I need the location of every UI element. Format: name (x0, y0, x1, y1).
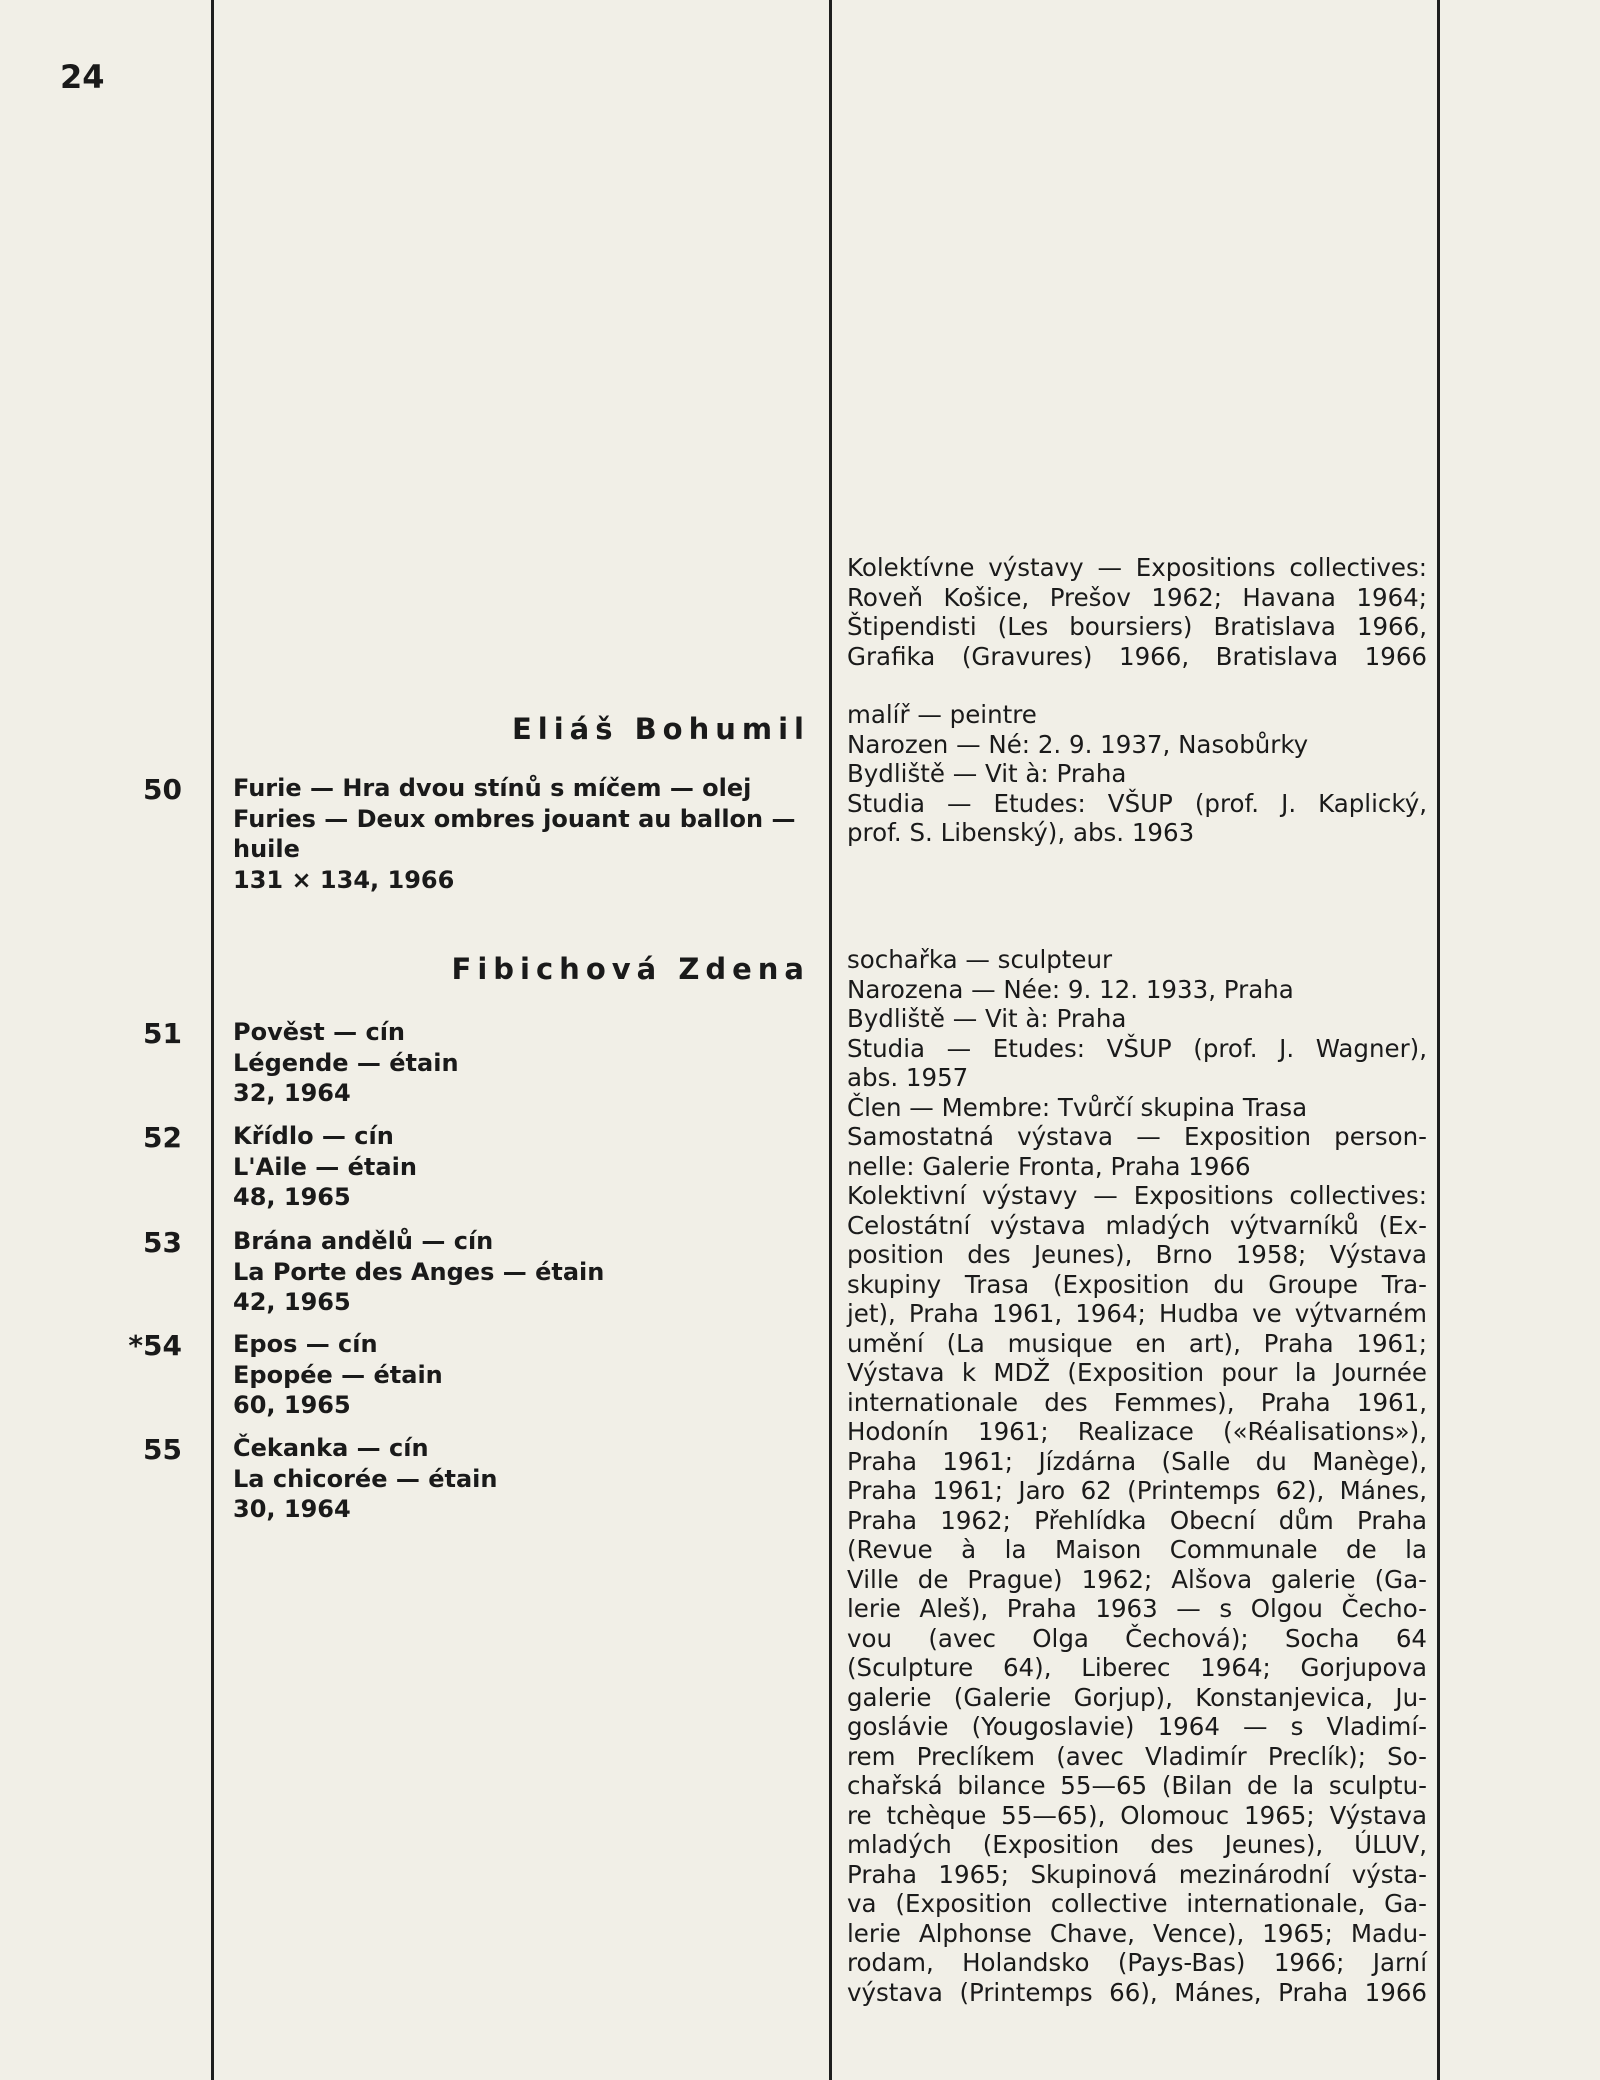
artist-bio-elias (847, 700, 1427, 848)
entry-line: huile (233, 835, 300, 863)
bio-line: sochařka — sculpteur (847, 945, 1113, 974)
column-rule-right (1437, 0, 1440, 2080)
bio-line: position des Jeunes), Brno 1958; Výstava (847, 1240, 1427, 1269)
entry-line: 42, 1965 (233, 1288, 351, 1316)
bio-line: Studia — Etudes: VŠUP (prof. J. Kaplický, (847, 788, 1427, 818)
entry-number: 55 (143, 1433, 182, 1466)
bio-line: goslávie (Yougoslavie) 1964 — s Vladimí- (847, 1712, 1427, 1741)
entry-line: 32, 1964 (233, 1079, 351, 1107)
bio-line: nelle: Galerie Fronta, Praha 1966 (847, 1151, 1251, 1181)
bio-line: jet), Praha 1961, 1964; Hudba ve výtvarném (847, 1299, 1427, 1328)
bio-line: chařská bilance 55—65 (Bilan de la sculptu- (847, 1771, 1427, 1800)
bio-line: Člen — Membre: Tvůrčí skupina Trasa (847, 1092, 1308, 1122)
entry-line: Křídlo — cín (233, 1122, 394, 1150)
entry-number: *54 (128, 1329, 182, 1362)
bio-line: Celostátní výstava mladých výtvarníků (Ex- (847, 1210, 1427, 1240)
entry-line: 131 × 134, 1966 (233, 865, 455, 894)
bio-line: malíř — peintre (847, 700, 1037, 729)
entry-number: 51 (143, 1017, 182, 1050)
bio-line: Praha 1962; Přehlídka Obecní dům Praha (847, 1505, 1427, 1535)
bio-line: va (Exposition collective internationale, Ga- (847, 1889, 1427, 1918)
entry-line: Epopée — étain (233, 1360, 443, 1389)
bio-line: Ville de Prague) 1962; Alšova galerie (Ga- (847, 1564, 1427, 1594)
bio-line: Štipendisti (Les boursiers) Bratislava 1966, (847, 612, 1427, 641)
column-rule-middle (829, 0, 832, 2080)
bio-line: Praha 1961; Jaro 62 (Printemps 62), Mánes, (847, 1476, 1427, 1505)
entry-line: Légende — étain (233, 1048, 459, 1077)
artist-bio-fibichova (847, 945, 1427, 2007)
entry-line: 48, 1965 (233, 1183, 351, 1211)
bio-line: internationale des Femmes), Praha 1961, (847, 1387, 1427, 1417)
entry-line: Furie — Hra dvou stínů s míčem — olej (233, 774, 752, 802)
bio-line: Narozena — Née: 9. 12. 1933, Praha (847, 974, 1294, 1004)
bio-line: Výstava k MDŽ (Exposition pour la Journée (847, 1358, 1427, 1387)
bio-line: Kolektívne výstavy — Expositions collectives: (847, 553, 1427, 582)
bio-line: lerie Alphonse Chave, Vence), 1965; Madu- (847, 1918, 1427, 1948)
artist-name-elias: Eliáš Bohumil (511, 712, 810, 746)
bio-line: Grafika (Gravures) 1966, Bratislava 1966 (847, 641, 1427, 671)
bio-line: rodam, Holandsko (Pays-Bas) 1966; Jarní (847, 1948, 1427, 1977)
entry-line: 30, 1964 (233, 1495, 351, 1523)
entry-line: Furies — Deux ombres jouant au ballon — (233, 804, 796, 833)
page-number: 24 (60, 58, 105, 96)
bio-line: Hodonín 1961; Realizace («Réalisations»), (847, 1417, 1427, 1446)
bio-line: Studia — Etudes: VŠUP (prof. J. Wagner), (847, 1033, 1427, 1063)
entry-line: La chicorée — étain (233, 1464, 498, 1493)
bio-line: skupiny Trasa (Exposition du Groupe Tra- (847, 1269, 1427, 1299)
bio-line: Bydliště — Vit à: Praha (847, 1004, 1127, 1033)
bio-line: Bydliště — Vit à: Praha (847, 759, 1127, 788)
entry-line: 60, 1965 (233, 1391, 351, 1419)
bio-line: (Revue à la Maison Communale de la (847, 1535, 1427, 1564)
entry-line: Čekanka — cín (233, 1434, 429, 1462)
bio-line: výstava (Printemps 66), Mánes, Praha 1966 (847, 1977, 1427, 2007)
bio-line: (Sculpture 64), Liberec 1964; Gorjupova (847, 1653, 1427, 1682)
prev-artist-bio (847, 553, 1427, 671)
bio-line: rem Preclíkem (avec Vladimír Preclík); So- (847, 1741, 1427, 1771)
bio-line: Roveň Košice, Prešov 1962; Havana 1964; (847, 582, 1427, 612)
bio-line: Narozen — Né: 2. 9. 1937, Nasobůrky (847, 729, 1309, 759)
entry-line: Epos — cín (233, 1330, 378, 1358)
entry-line: La Porte des Anges — étain (233, 1257, 605, 1286)
bio-line: abs. 1957 (847, 1063, 969, 1092)
bio-line: galerie (Galerie Gorjup), Konstanjevica, Ju- (847, 1682, 1427, 1712)
entry-number: 53 (143, 1226, 182, 1259)
column-rule-left (211, 0, 214, 2080)
bio-line: re tchèque 55—65), Olomouc 1965; Výstava (847, 1800, 1427, 1830)
artist-name-fibichova: Fibichová Zdena (451, 952, 810, 986)
entry-number: 52 (143, 1121, 182, 1154)
bio-line: Praha 1961; Jízdárna (Salle du Manège), (847, 1446, 1427, 1476)
bio-line: umění (La musique en art), Praha 1961; (847, 1328, 1427, 1358)
bio-line: mladých (Exposition des Jeunes), ÚLUV, (847, 1830, 1427, 1859)
entry-number: 50 (143, 773, 182, 806)
bio-line: Praha 1965; Skupinová mezinárodní výsta- (847, 1859, 1427, 1889)
bio-line: Kolektivní výstavy — Expositions collectives: (847, 1181, 1427, 1210)
entry-line: Brána andělů — cín (233, 1227, 494, 1255)
bio-line: Samostatná výstava — Exposition person- (847, 1122, 1427, 1151)
bio-line: lerie Aleš), Praha 1963 — s Olgou Čecho- (847, 1594, 1427, 1623)
entry-line: L'Aile — étain (233, 1152, 417, 1181)
bio-line: vou (avec Olga Čechová); Socha 64 (847, 1623, 1427, 1653)
entry-line: Pověst — cín (233, 1018, 406, 1046)
bio-line: prof. S. Libenský), abs. 1963 (847, 818, 1195, 847)
